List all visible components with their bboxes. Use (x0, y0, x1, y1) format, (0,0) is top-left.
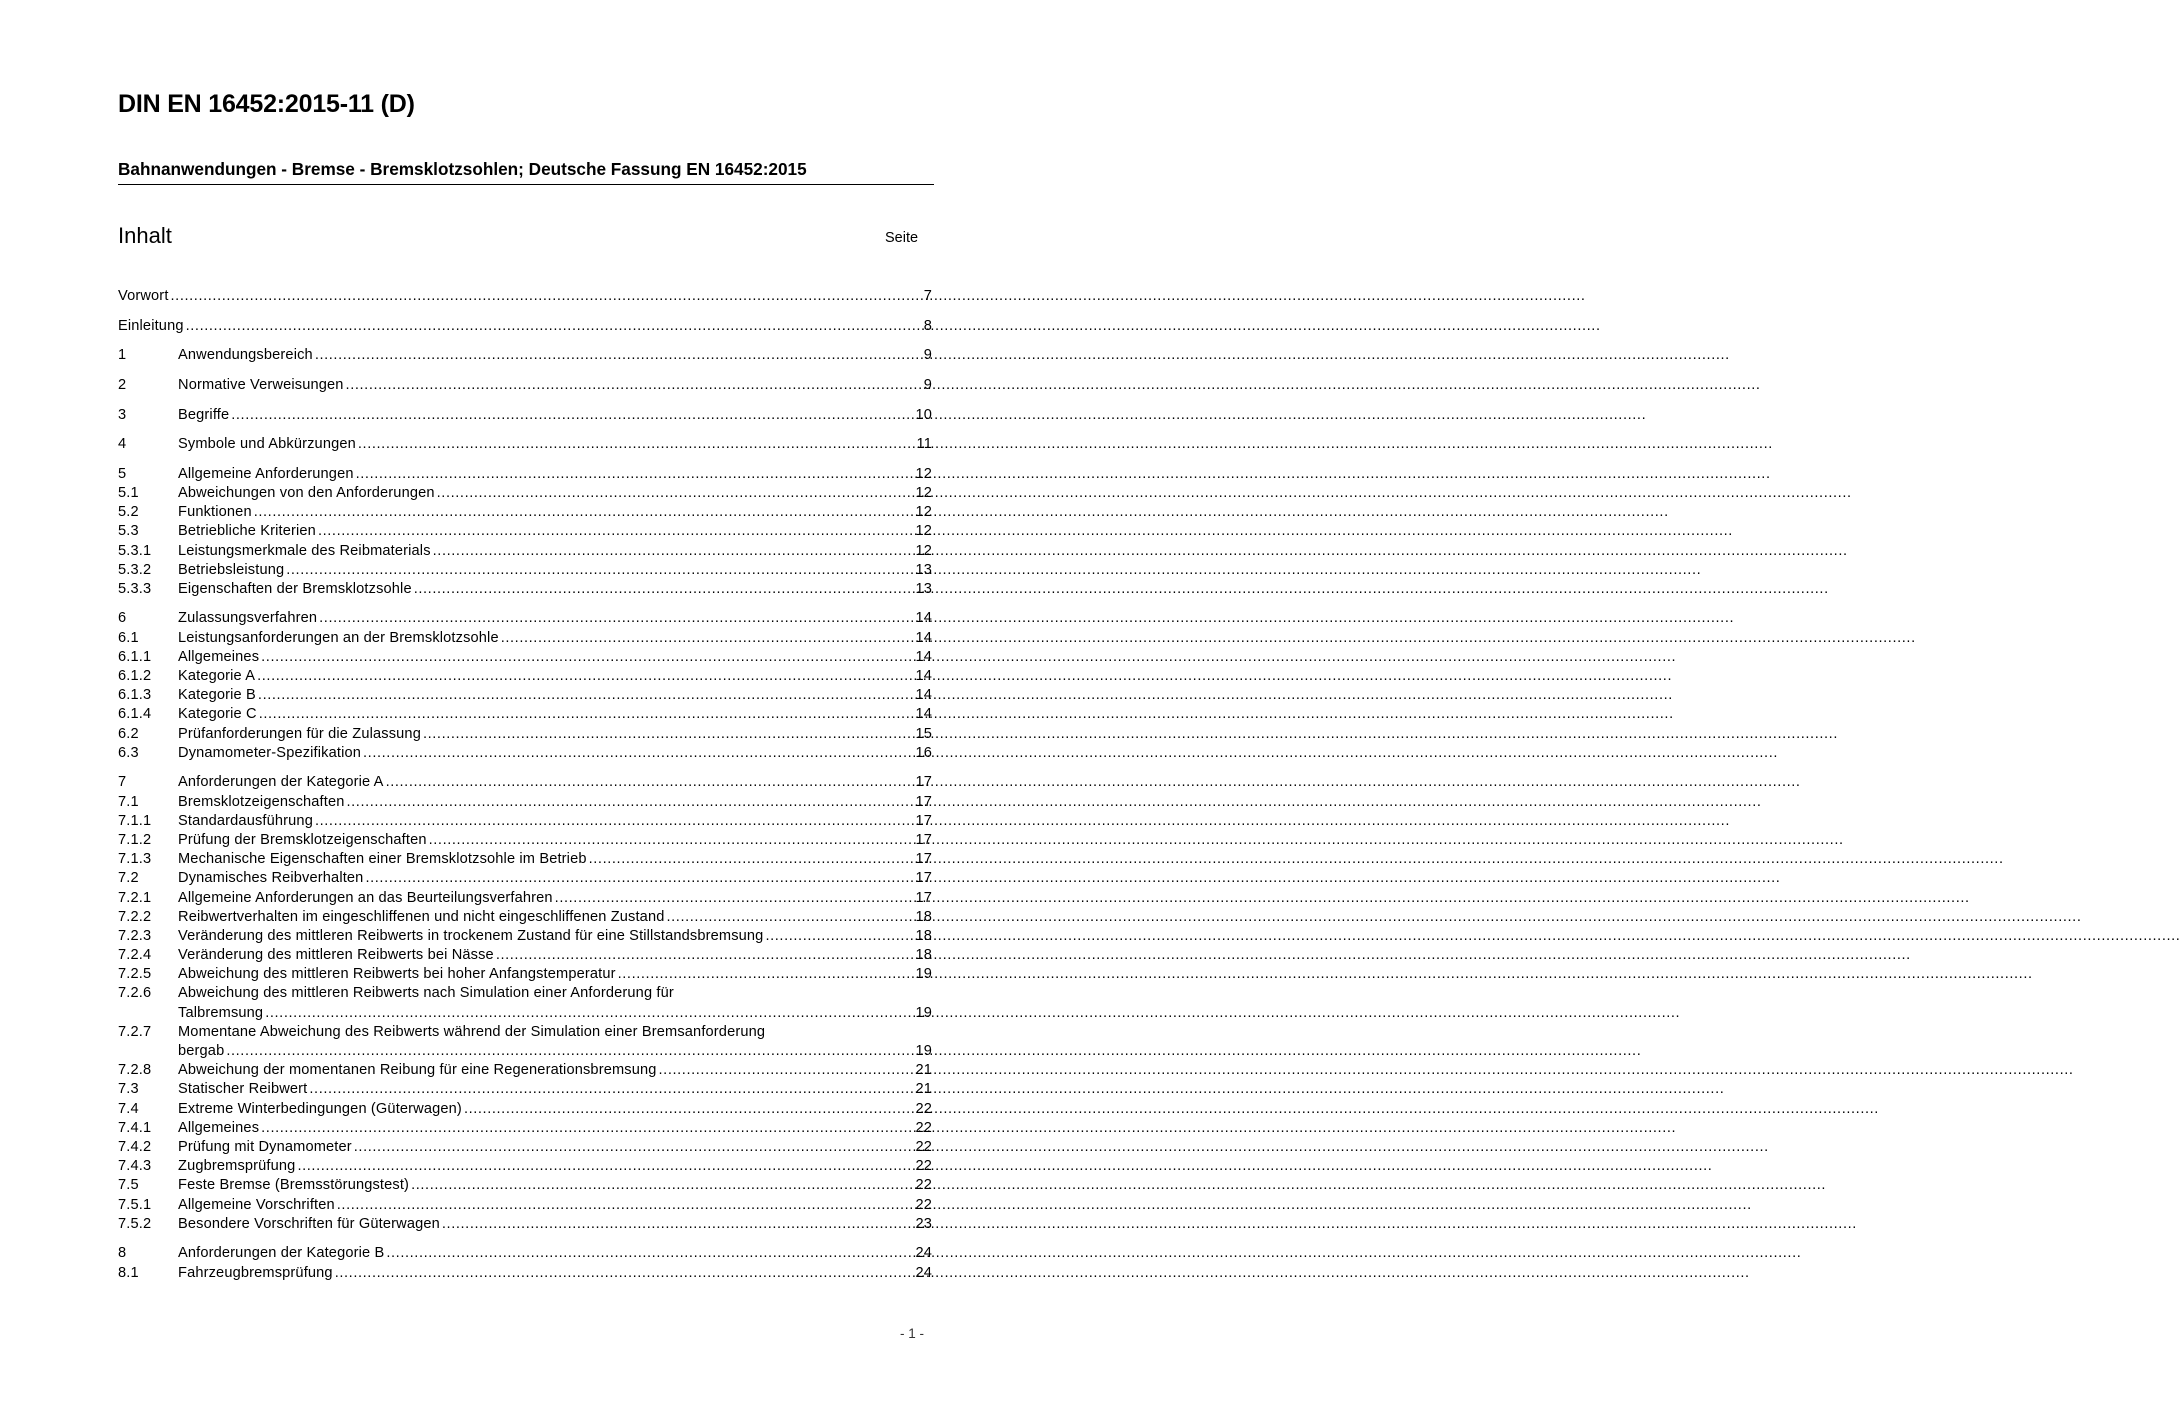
toc-entry-page: 23 (915, 1215, 932, 1232)
toc-entry-page: 19 (915, 1004, 932, 1021)
toc-entry-title: Zugbremsprüfung (178, 1158, 296, 1175)
toc-leader (429, 831, 915, 850)
toc-leader (347, 793, 915, 812)
toc-entry-page: 14 (915, 687, 932, 704)
toc-entry-page: 14 (915, 648, 932, 665)
toc-leader (315, 346, 923, 365)
toc-entry-title: Eigenschaften der Bremsklotzsohle (178, 580, 412, 597)
toc-entry-page: 12 (915, 465, 932, 482)
toc-entry[interactable] (118, 454, 932, 484)
toc-entry-page: 14 (915, 706, 932, 723)
toc-entry[interactable] (118, 793, 932, 812)
toc-leader (318, 522, 915, 541)
toc-entry-number: 6.1.2 (118, 668, 152, 685)
toc-entry-title: Extreme Winterbedingungen (Güterwagen) (178, 1100, 462, 1117)
footer-page-number: - 1 - (900, 1326, 925, 1341)
toc-entry[interactable] (118, 1157, 932, 1176)
toc-entry-number: 7.4.1 (118, 1119, 152, 1136)
toc-entry-number: 6.3 (118, 744, 139, 761)
toc-entry-title: Betriebsleistung (178, 561, 285, 578)
toc-entry-title: Besondere Vorschriften für Güterwagen (178, 1215, 440, 1232)
toc-entry[interactable] (118, 580, 932, 599)
toc-entry[interactable] (118, 869, 932, 888)
toc-entry-number: 5.1 (118, 484, 139, 501)
toc-leader (464, 1100, 915, 1119)
toc-entry-number: 7.1.1 (118, 812, 152, 829)
toc-entry-page: 17 (915, 793, 932, 810)
toc-entry-title: Normative Verweisungen (178, 376, 344, 393)
toc-entry-title: Kategorie A (178, 668, 256, 685)
toc-entry-number: 6.1 (118, 629, 139, 646)
toc-leader (297, 1157, 914, 1176)
toc-entry-title: Fahrzeugbremsprüfung (178, 1264, 333, 1281)
toc-entry-title: Allgemeine Anforderungen (178, 465, 354, 482)
toc-entry[interactable] (118, 1215, 932, 1234)
toc-entry-page: 19 (915, 1043, 932, 1060)
toc-entry-number: 6.1.4 (118, 706, 152, 723)
toc-leader (261, 648, 914, 667)
toc-entry-number: 4 (118, 436, 127, 453)
toc-leader (315, 812, 914, 831)
toc-entry-title: Standardausführung (178, 812, 313, 829)
toc-entry[interactable] (118, 965, 932, 984)
toc-entry-number: 5.3 (118, 523, 139, 540)
toc-leader (765, 927, 914, 946)
toc-leader (414, 580, 915, 599)
toc-entry-title: Leistungsanforderungen an der Bremsklotzsohle (178, 629, 499, 646)
toc-leader (442, 1215, 915, 1234)
toc-entry-title: Prüfanforderungen für die Zulassung (178, 725, 421, 742)
toc-entry-title: Dynamisches Reibverhalten (178, 870, 364, 887)
toc-entry[interactable] (118, 1023, 932, 1061)
toc-entry[interactable] (118, 889, 932, 908)
toc-leader (231, 406, 914, 425)
toc-entry[interactable] (118, 1264, 932, 1283)
toc-entry-title: Leistungsmerkmale des Reibmaterials (178, 542, 431, 559)
toc-entry-page: 24 (915, 1245, 932, 1262)
toc-entry-number: 5 (118, 465, 127, 482)
toc-entry-title: Mechanische Eigenschaften einer Bremsklotzsohle im Betrieb (178, 851, 587, 868)
toc-entry-title: Veränderung des mittleren Reibwerts bei Nässe (178, 947, 494, 964)
toc-entry-page: 17 (915, 851, 932, 868)
toc-entry-number: 7.4.2 (118, 1138, 152, 1155)
toc-leader (226, 1042, 914, 1061)
toc-entry-number: 7.1 (118, 793, 139, 810)
toc-entry[interactable] (118, 484, 932, 503)
table-of-contents (118, 277, 932, 1283)
toc-entry-page: 17 (915, 870, 932, 887)
toc-leader (496, 946, 915, 965)
toc-entry-page: 17 (915, 831, 932, 848)
toc-entry-page: 18 (915, 947, 932, 964)
toc-leader (437, 484, 915, 503)
toc-entry-number: 7.4 (118, 1100, 139, 1117)
toc-entry-title: Vorwort (118, 288, 169, 305)
toc-entry-page: 14 (915, 610, 932, 627)
toc-entry-title: Allgemeines (178, 648, 260, 665)
toc-entry-page: 13 (915, 561, 932, 578)
toc-entry-title: Zulassungsverfahren (178, 610, 318, 627)
toc-entry[interactable] (118, 1061, 932, 1080)
toc-entry-page: 8 (923, 317, 932, 334)
toc-entry[interactable] (118, 629, 932, 648)
toc-entry-page: 18 (915, 908, 932, 925)
toc-entry-title: Kategorie B (178, 687, 256, 704)
toc-entry-title: Prüfung mit Dynamometer (178, 1138, 352, 1155)
toc-leader (358, 435, 916, 454)
toc-entry-page: 22 (915, 1138, 932, 1155)
toc-entry-title: Kategorie C (178, 706, 257, 723)
toc-entry-line (118, 1042, 932, 1061)
toc-entry[interactable] (118, 522, 932, 541)
toc-entry-number: 8 (118, 1245, 127, 1262)
toc-entry-number: 7.2.4 (118, 947, 152, 964)
toc-entry[interactable] (118, 927, 932, 946)
toc-entry[interactable] (118, 1138, 932, 1157)
toc-entry[interactable] (118, 395, 932, 425)
toc-entry-title: Statischer Reibwert (178, 1081, 308, 1098)
toc-entry-title: Symbole und Abkürzungen (178, 436, 356, 453)
toc-entry-title: Abweichungen von den Anforderungen (178, 484, 435, 501)
toc-entry-page: 22 (915, 1177, 932, 1194)
toc-entry[interactable] (118, 1176, 932, 1195)
toc-leader (411, 1176, 914, 1195)
toc-entry-page: 9 (923, 347, 932, 364)
toc-leader (423, 725, 914, 744)
toc-entry[interactable] (118, 1080, 932, 1099)
toc-entry-number: 6 (118, 610, 127, 627)
toc-entry[interactable] (118, 850, 932, 869)
toc-leader (286, 561, 914, 580)
toc-leader (386, 773, 915, 792)
toc-entry-title: Allgemeine Anforderungen an das Beurteilungsverfahren (178, 889, 553, 906)
toc-entry-number: 6.2 (118, 725, 139, 742)
toc-entry-page: 17 (915, 889, 932, 906)
toc-entry-page: 18 (915, 927, 932, 944)
document-subtitle: Bahnanwendungen - Bremse - Bremsklotzsohlen; Deutsche Fassung EN 16452:2015 (118, 159, 934, 185)
toc-leader (265, 1004, 914, 1023)
toc-entry-title: Veränderung des mittleren Reibwerts in trockenem Zustand für eine Stillstandsbremsung (178, 927, 764, 944)
toc-leader (433, 542, 915, 561)
toc-leader (589, 850, 915, 869)
toc-entry[interactable] (118, 336, 932, 366)
toc-entry-page: 22 (915, 1196, 932, 1213)
toc-entry-page: 16 (915, 744, 932, 761)
toc-entry-page: 14 (915, 629, 932, 646)
toc-entry-page: 13 (915, 580, 932, 597)
toc-leader (258, 686, 915, 705)
toc-entry-page: 7 (923, 288, 932, 305)
toc-entry-title: Abweichung des mittleren Reibwerts bei hoher Anfangstemperatur (178, 966, 616, 983)
toc-entry-number: 7.5.2 (118, 1215, 152, 1232)
toc-leader (257, 667, 914, 686)
toc-entry[interactable] (118, 831, 932, 850)
toc-leader (666, 908, 914, 927)
toc-entry-page: 12 (915, 484, 932, 501)
toc-entry[interactable] (118, 686, 932, 705)
toc-entry-page: 12 (915, 504, 932, 521)
toc-entry-number: 7.2 (118, 870, 139, 887)
toc-entry[interactable] (118, 306, 932, 336)
toc-entry-number: 7.2.7 (118, 1023, 152, 1040)
toc-entry[interactable] (118, 1119, 932, 1138)
toc-entry-line (118, 1023, 932, 1042)
toc-entry-title: Anforderungen der Kategorie A (178, 774, 384, 791)
toc-entry[interactable] (118, 1100, 932, 1119)
toc-entry-number: 8.1 (118, 1264, 139, 1281)
toc-heading: Inhalt (118, 223, 172, 248)
toc-entry-page: 15 (915, 725, 932, 742)
toc-entry[interactable] (118, 277, 932, 306)
toc-entry-number: 7.3 (118, 1081, 139, 1098)
toc-entry-page: 12 (915, 523, 932, 540)
toc-entry-number: 5.3.1 (118, 542, 152, 559)
toc-entry-number: 7.2.2 (118, 908, 152, 925)
toc-entry[interactable] (118, 648, 932, 667)
toc-entry-number: 7 (118, 774, 127, 791)
toc-entry-number: 5.2 (118, 504, 139, 521)
toc-entry[interactable] (118, 503, 932, 522)
toc-leader (363, 744, 914, 763)
toc-entry-title: Begriffe (178, 406, 230, 423)
toc-entry[interactable] (118, 366, 932, 396)
toc-entry-page: 17 (915, 812, 932, 829)
toc-entry-number: 7.2.1 (118, 889, 152, 906)
toc-entry[interactable] (118, 561, 932, 580)
toc-entry-title-continued: Talbremsung (178, 1004, 264, 1021)
toc-leader (618, 965, 915, 984)
toc-entry-page: 24 (915, 1264, 932, 1281)
toc-entry-number: 3 (118, 406, 127, 423)
toc-entry[interactable] (118, 812, 932, 831)
toc-entry-number: 2 (118, 376, 127, 393)
toc-entry[interactable] (118, 542, 932, 561)
toc-entry-title-continued: bergab (178, 1043, 225, 1060)
toc-leader (337, 1196, 915, 1215)
toc-entry-number: 7.2.5 (118, 966, 152, 983)
toc-entry-number: 7.1.3 (118, 851, 152, 868)
toc-entry-title: Dynamometer-Spezifikation (178, 744, 362, 761)
toc-leader (186, 317, 923, 336)
toc-leader (501, 629, 915, 648)
toc-entry-number: 6.1.1 (118, 648, 152, 665)
toc-entry[interactable] (118, 744, 932, 763)
toc-entry-page: 22 (915, 1119, 932, 1136)
toc-leader (259, 705, 915, 724)
toc-entry[interactable] (118, 908, 932, 927)
toc-entry-page: 21 (915, 1081, 932, 1098)
toc-entry-page: 9 (923, 376, 932, 393)
toc-entry-title: Anwendungsbereich (178, 347, 313, 364)
toc-leader (365, 869, 914, 888)
toc-entry-title: Prüfung der Bremsklotzeigenschaften (178, 831, 427, 848)
toc-entry[interactable] (118, 705, 932, 724)
toc-entry-page: 10 (915, 406, 932, 423)
toc-entry[interactable] (118, 725, 932, 744)
toc-entry-number: 7.2.8 (118, 1062, 152, 1079)
toc-leader (171, 287, 923, 306)
toc-entry-title: Momentane Abweichung des Reibwerts während der Simulation einer Bremsanforderung (178, 1023, 766, 1040)
toc-entry-title: Abweichung der momentanen Reibung für eine Regenerationsbremsung (178, 1062, 657, 1079)
toc-entry-number: 7.5 (118, 1177, 139, 1194)
toc-entry[interactable] (118, 1234, 932, 1264)
toc-entry-title: Allgemeine Vorschriften (178, 1196, 335, 1213)
toc-entry[interactable] (118, 425, 932, 455)
toc-entry-number: 1 (118, 347, 127, 364)
toc-entry-title: Funktionen (178, 504, 252, 521)
toc-entry-page: 22 (915, 1100, 932, 1117)
toc-leader (254, 503, 915, 522)
toc-page-column-label: Seite (885, 230, 919, 246)
toc-entry[interactable] (118, 667, 932, 686)
toc-entry-title: Allgemeines (178, 1119, 260, 1136)
toc-entry-number: 7.2.3 (118, 927, 152, 944)
toc-leader (356, 465, 915, 484)
toc-entry-number: 7.2.6 (118, 985, 152, 1002)
toc-entry-line (118, 984, 932, 1003)
toc-leader (354, 1138, 915, 1157)
toc-entry-title: Abweichung des mittleren Reibwerts nach Simulation einer Anforderung für (178, 985, 674, 1002)
toc-entry-title: Anforderungen der Kategorie B (178, 1245, 385, 1262)
toc-entry-page: 17 (915, 774, 932, 791)
document-id: DIN EN 16452:2015-11 (D) (118, 90, 415, 118)
toc-entry[interactable] (118, 763, 932, 793)
toc-entry-page: 14 (915, 668, 932, 685)
toc-entry-page: 22 (915, 1158, 932, 1175)
toc-entry-title: Bremsklotzeigenschaften (178, 793, 345, 810)
toc-entry-page: 12 (915, 542, 932, 559)
toc-entry-number: 7.5.1 (118, 1196, 152, 1213)
toc-entry-title: Feste Bremse (Bremsstörungstest) (178, 1177, 410, 1194)
toc-leader (555, 889, 915, 908)
toc-entry-page: 21 (915, 1062, 932, 1079)
toc-leader (319, 609, 914, 628)
toc-entry[interactable] (118, 946, 932, 965)
toc-entry-number: 5.3.2 (118, 561, 152, 578)
toc-leader (335, 1264, 915, 1283)
toc-entry-title: Einleitung (118, 317, 184, 334)
toc-entry-number: 5.3.3 (118, 580, 152, 597)
toc-entry-page: 11 (916, 436, 932, 453)
toc-entry-number: 7.4.3 (118, 1158, 152, 1175)
toc-entry[interactable] (118, 1196, 932, 1215)
toc-leader (386, 1244, 914, 1263)
toc-entry[interactable] (118, 599, 932, 629)
toc-entry-number: 7.1.2 (118, 831, 152, 848)
toc-entry-title: Betriebliche Kriterien (178, 523, 316, 540)
toc-entry-page: 19 (915, 966, 932, 983)
toc-entry[interactable] (118, 984, 932, 1022)
toc-entry-number: 6.1.3 (118, 687, 152, 704)
toc-leader (309, 1080, 914, 1099)
toc-entry-title: Reibwertverhalten im eingeschliffenen und nicht eingeschliffenen Zustand (178, 908, 665, 925)
toc-entry-line (118, 1004, 932, 1023)
toc-leader (261, 1119, 914, 1138)
toc-leader (659, 1061, 915, 1080)
toc-leader (346, 376, 923, 395)
